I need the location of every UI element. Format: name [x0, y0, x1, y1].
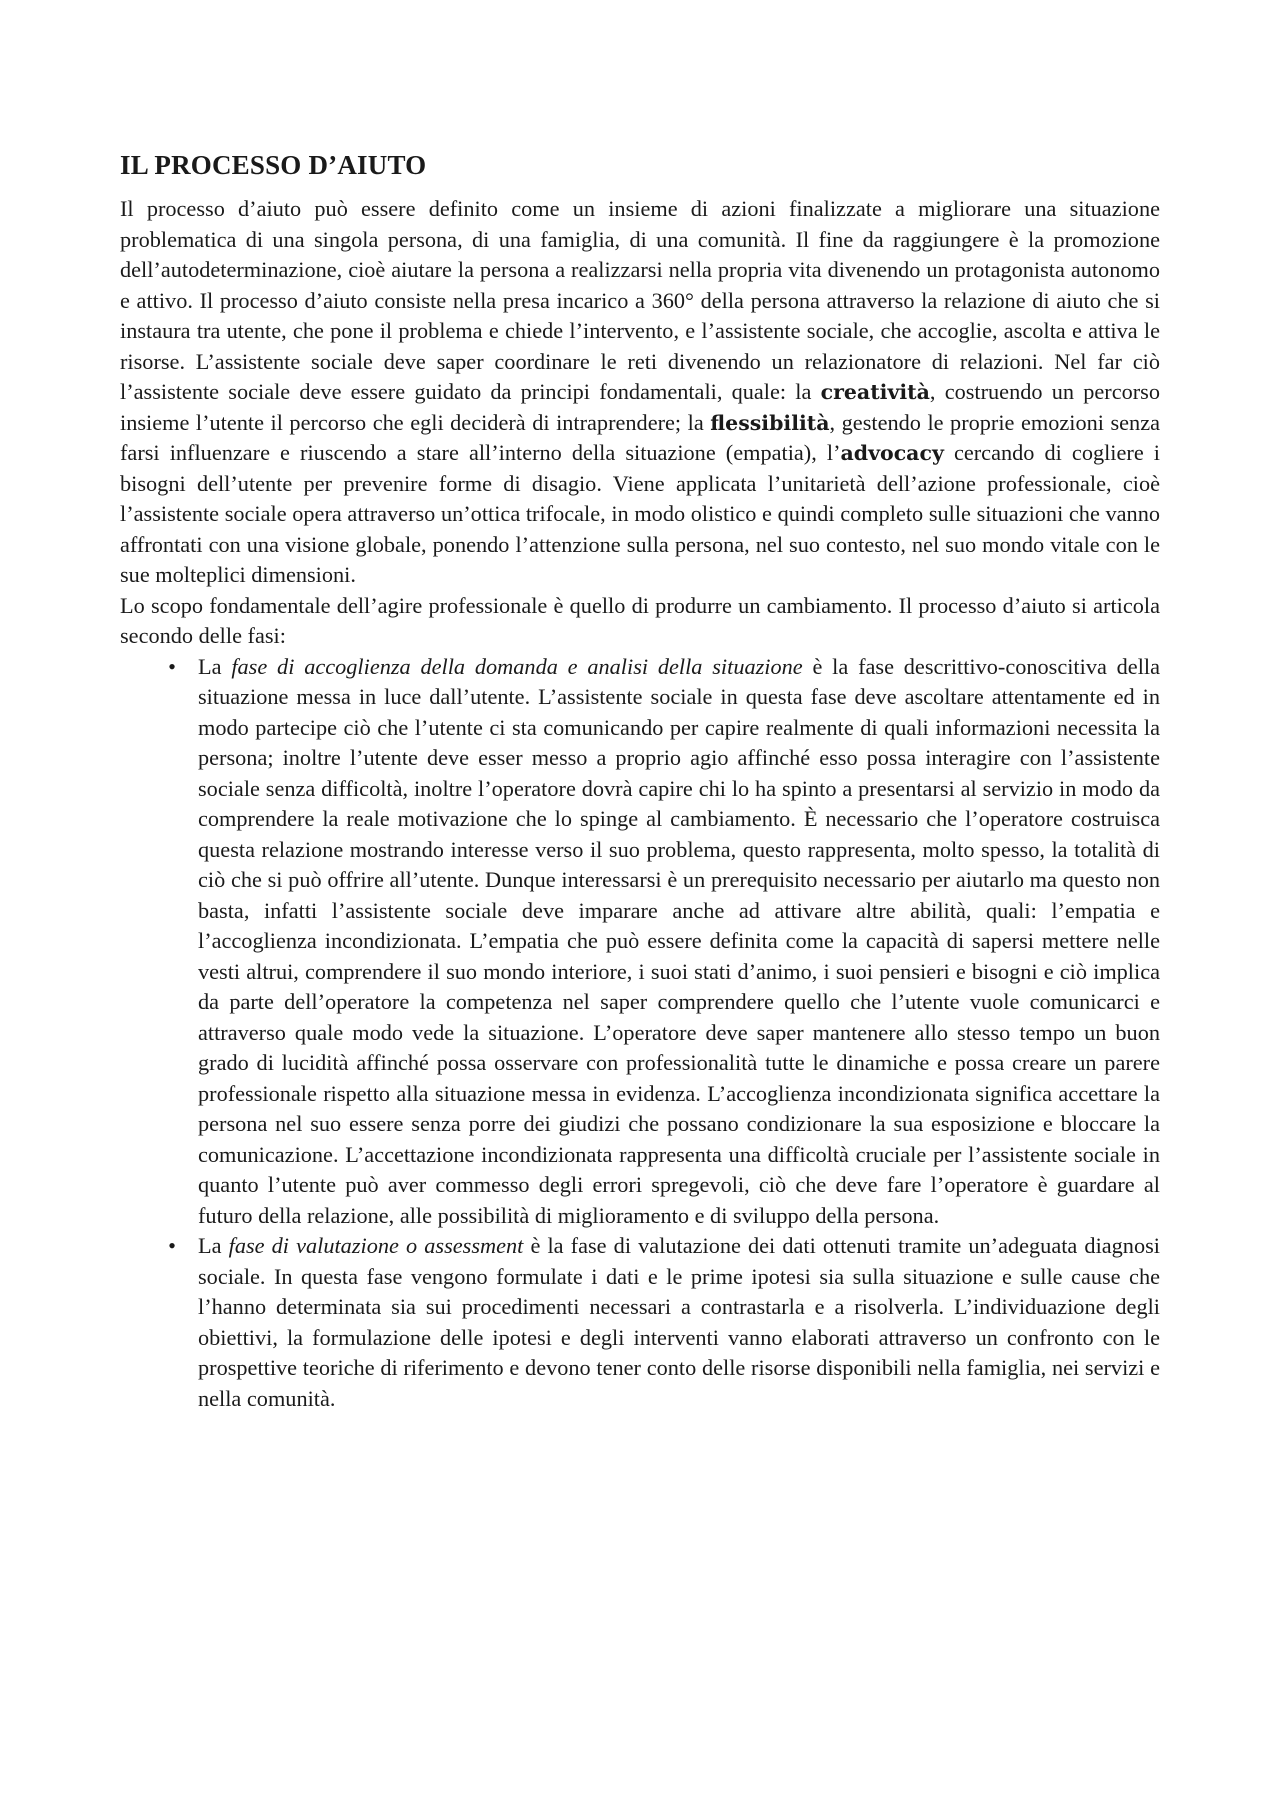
- list-item-phase-accoglienza: [120, 652, 1160, 1232]
- phases-list: [120, 652, 1160, 1415]
- intro-paragraph: [120, 194, 1160, 591]
- phase-lead: La: [198, 1233, 229, 1258]
- phase-lead: La: [198, 653, 232, 679]
- keyword-flessibilita: flessibilità: [710, 410, 830, 435]
- list-item-phase-valutazione: [120, 1231, 1160, 1414]
- phase-name-accoglienza: fase di accoglienza della domanda e analisi della situazione: [231, 653, 803, 679]
- intro-text-4: cercando di cogliere i bisogni dell’utente per prevenire forme di disagio. Viene applicata l’unitarietà dell’azione professionale, cioè l’assistente sociale opera attraverso un’ottica trifocale, in modo olistico e quindi completo sulle situazioni che vanno affrontati con una visione globale, ponendo l’attenzione sulla persona, nel suo contesto, nel suo mondo vitale con le sue molteplici dimensioni.: [120, 440, 1161, 587]
- bullet-icon: •: [168, 1233, 176, 1258]
- keyword-creativita: creatività: [820, 380, 930, 404]
- document-title: IL PROCESSO D’AIUTO: [120, 150, 427, 180]
- scope-paragraph: Lo scopo fondamentale dell’agire professionale è quello di produrre un cambiamento. Il processo d’aiuto si articola secondo delle fasi:: [120, 592, 1160, 648]
- intro-text-2: , costruendo un percorso insieme l’utente il percorso che egli deciderà di intraprendere; la: [120, 379, 1160, 435]
- intro-text-1: Il processo d’aiuto può essere definito come un insieme di azioni finalizzate a migliorare una situazione problematica di una singola persona, di una famiglia, di una comunità. Il fine da raggiungere è la promozione dell’autodeterminazione, cioè aiutare la persona a realizzarsi nella propria vita divenendo un protagonista autonomo e attivo. Il processo d’aiuto consiste nella presa incarico a 360° della persona attraverso la relazione di aiuto che si instaura tra utente, che pone il problema e chiede l’intervento, e l’assistente sociale, che accoglie, ascolta e attiva le risorse. L’assistente sociale deve saper coordinare le reti divenendo un relazionatore di relazioni. Nel far ciò l’assistente sociale deve essere guidato da principi fondamentali, quale: la: [120, 196, 1160, 404]
- document-page: [120, 148, 1160, 1414]
- phase-text-valutazione: è la fase di valutazione dei dati ottenuti tramite un’adeguata diagnosi sociale. In questa fase vengono formulate i dati e le prime ipotesi sia sulla situazione e sulle cause che l’hanno determinata sia sui procedimenti necessari a contrastarla e a risolverla. L’individuazione degli obiettivi, la formulazione delle ipotesi e degli interventi vanno elaborati attraverso un confronto con le prospettive teoriche di riferimento e devono tener conto delle risorse disponibili nella famiglia, nei servizi e nella comunità.: [198, 1233, 1160, 1411]
- phase-name-valutazione: fase di valutazione o assessment: [228, 1233, 524, 1258]
- intro-text-3: , gestendo le proprie emozioni senza farsi influenzare e riuscendo a stare all’interno della situazione (empatia), l’: [120, 409, 1160, 465]
- bullet-icon: •: [168, 653, 176, 679]
- phase-text-accoglienza: è la fase descrittivo-conoscitiva della situazione messa in luce dall’utente. L’assistente sociale in questa fase deve ascoltare attentamente ed in modo partecipe ciò che l’utente ci sta comunicando per capire realmente di quali informazioni necessita la persona; inoltre l’utente deve esser messo a proprio agio affinché esso possa interagire con l’assistente sociale senza difficoltà, inoltre l’operatore dovrà capire chi lo ha spinto a presentarsi al servizio in modo da comprendere la reale motivazione che lo spinge al cambiamento. È necessario che l’operatore costruisca questa relazione mostrando interesse verso il suo problema, questo rappresenta, molto spesso, la totalità di ciò che si può offrire all’utente. Dunque interessarsi è un prerequisito necessario per aiutarlo ma questo non basta, infatti l’assistente sociale deve imparare anche ad attivare altre abilità, quali: l’empatia e l’accoglienza incondizionata. L’empatia che può essere definita come la capacità di sapersi mettere nelle vesti altrui, comprendere il suo mondo interiore, i suoi stati d’animo, i suoi pensieri e bisogni e ciò implica da parte dell’operatore la competenza nel saper comprendere quello che l’utente vuole comunicarci e attraverso quale modo vede la situazione. L’operatore deve saper mantenere allo stesso tempo un buon grado di lucidità affinché possa osservare con professionalità tutte le dinamiche e possa creare un parere professionale rispetto alla situazione messa in evidenza. L’accoglienza incondizionata significa accettare la persona nel suo essere senza porre dei giudizi che possano condizionare la sua esposizione e bloccare la comunicazione. L’accettazione incondizionata rappresenta una difficoltà cruciale per l’assistente sociale in quanto l’utente può aver commesso degli errori spregevoli, ciò che deve fare l’operatore è guardare al futuro della relazione, alle possibilità di miglioramento e di sviluppo della persona.: [198, 653, 1160, 1228]
- keyword-advocacy: advocacy: [840, 441, 944, 465]
